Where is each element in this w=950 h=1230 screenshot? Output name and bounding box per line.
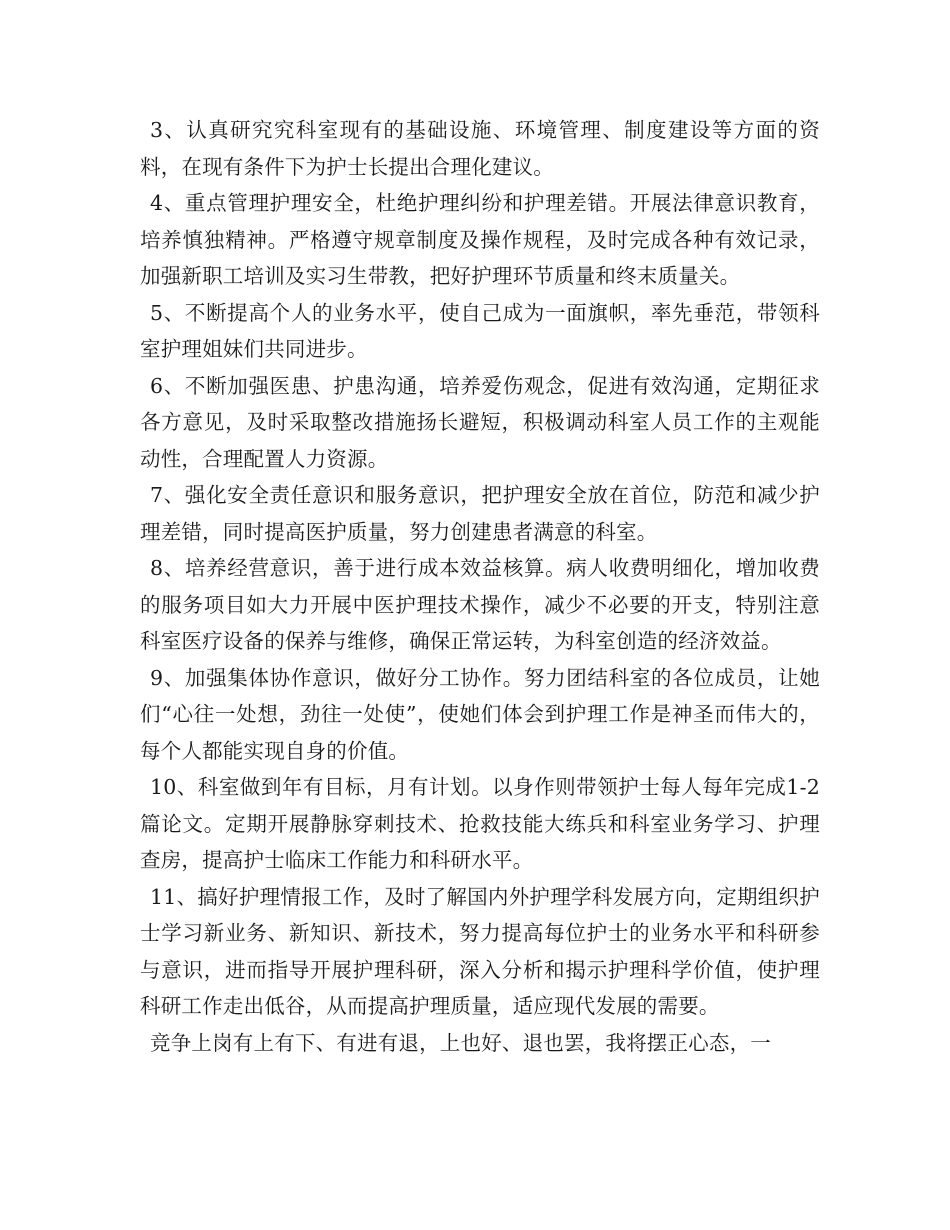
paragraph-item-8: 8、培养经营意识，善于进行成本效益核算。病人收费明细化，增加收费的服务项目如大力开展中医护理技术操作，减少不必要的开支，特别注意科室医疗设备的保养与维修，确保正常运转，为科室创造的经济效益。 — [140, 556, 820, 653]
paragraph-item-4: 4、重点管理护理安全，杜绝护理纠纷和护理差错。开展法律意识教育，培养慎独精神。严格遵守规章制度及操作规程，及时完成各种有效记录，加强新职工培训及实习生带教，把好护理环节质量和终末质量关。 — [140, 191, 820, 288]
paragraph-item-10: 10、科室做到年有目标，月有计划。以身作则带领护士每人每年完成1-2篇论文。定期开展静脉穿刺技术、抢救技能大练兵和科室业务学习、护理查房，提高护士临床工作能力和科研水平。 — [140, 775, 820, 872]
paragraph-item-5: 5、不断提高个人的业务水平，使自己成为一面旗帜，率先垂范，带领科室护理姐妹们共同进步。 — [140, 300, 820, 361]
paragraph-closing: 竞争上岗有上有下、有进有退，上也好、退也罢，我将摆正心态，一 — [150, 1030, 771, 1055]
paragraph-item-9: 9、加强集体协作意识，做好分工协作。努力团结科室的各位成员，让她们“心往一处想，劲往一处使”，使她们体会到护理工作是神圣而伟大的，每个人都能实现自身的价值。 — [140, 665, 820, 763]
paragraph-item-3: 3、认真研究究科室现有的基础设施、环境管理、制度建设等方面的资料，在现有条件下为护士长提出合理化建议。 — [140, 118, 820, 179]
paragraph-item-7: 7、强化安全责任意识和服务意识，把护理安全放在首位，防范和减少护理差错，同时提高医护质量，努力创建患者满意的科室。 — [140, 483, 820, 544]
document-body — [140, 112, 820, 1061]
paragraph-item-11: 11、搞好护理情报工作，及时了解国内外护理学科发展方向，定期组织护士学习新业务、新知识、新技术，努力提高每位护士的业务水平和科研参与意识，进而指导开展护理科研，深入分析和揭示护理科学价值，使护理科研工作走出低谷，从而提高护理质量，适应现代发展的需要。 — [140, 884, 820, 1018]
paragraph-item-6: 6、不断加强医患、护患沟通，培养爱伤观念，促进有效沟通，定期征求各方意见，及时采取整改措施扬长避短，积极调动科室人员工作的主观能动性，合理配置人力资源。 — [140, 373, 820, 471]
